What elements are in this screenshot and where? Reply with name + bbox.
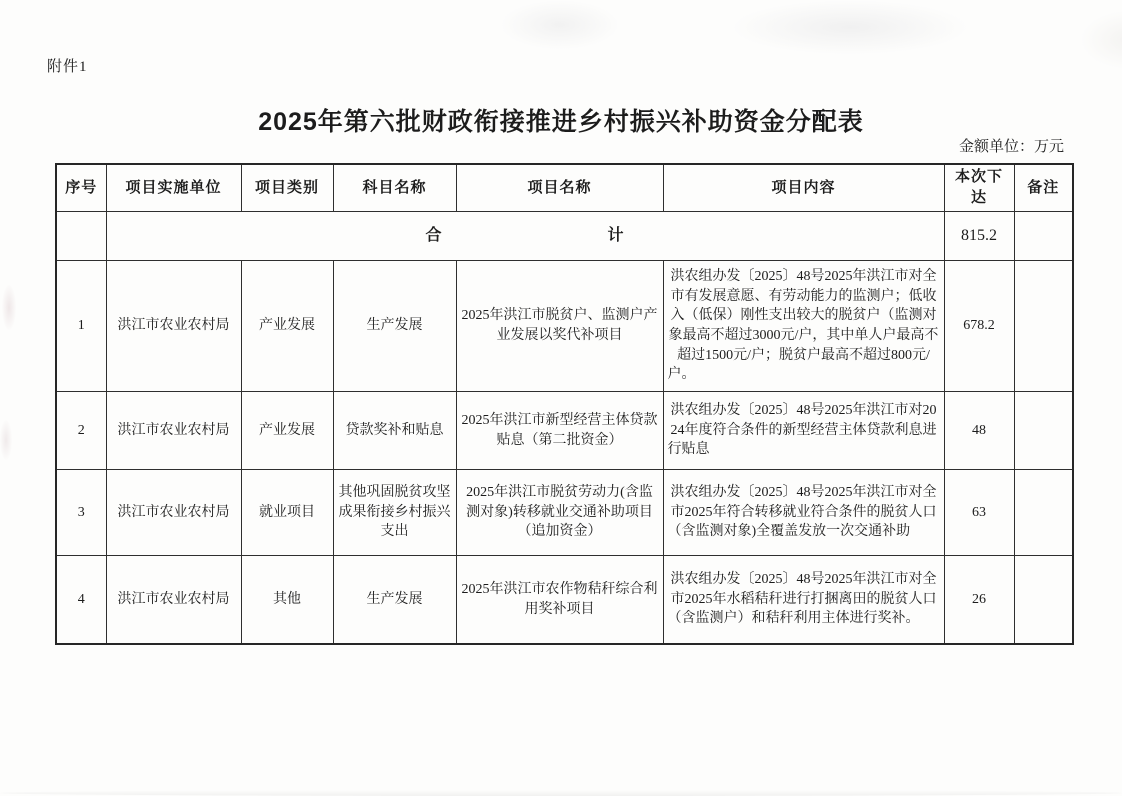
row-remark <box>1014 261 1073 392</box>
row-project-content: 洪农组办发〔2025〕48号2025年洪江市对全市2025年符合转移就业符合条件的脱贫人口（含监测对象)全覆盖发放一次交通补助 <box>663 470 944 556</box>
column-header-project-name: 项目名称 <box>456 164 663 212</box>
fund-allocation-table <box>55 163 1074 645</box>
amount-unit-note: 金额单位：万元 <box>958 139 1064 155</box>
row-project-name: 2025年洪江市农作物秸秆综合利用奖补项目 <box>456 556 663 645</box>
row-unit: 洪江市农业农村局 <box>106 470 241 556</box>
scan-smudge <box>0 420 12 460</box>
total-remark <box>1014 212 1073 261</box>
row-no: 3 <box>56 470 106 556</box>
table-row <box>56 556 1073 645</box>
row-amount: 63 <box>944 470 1014 556</box>
row-category: 产业发展 <box>241 261 333 392</box>
row-category: 其他 <box>241 556 333 645</box>
row-remark <box>1014 392 1073 470</box>
scan-smudge <box>500 0 620 50</box>
total-label <box>111 225 940 247</box>
row-project-content: 洪农组办发〔2025〕48号2025年洪江市对全市有发展意愿、有劳动能力的监测户；低收入（低保）刚性支出较大的脱贫户（监测对象最高不超过3000元/户，其中单人户最高不超过1500元/户；脱贫户最高不超过800元/户。 <box>663 261 944 392</box>
total-row <box>56 212 1073 261</box>
row-unit: 洪江市农业农村局 <box>106 392 241 470</box>
row-no: 1 <box>56 261 106 392</box>
row-project-name: 2025年洪江市脱贫户、监测户产业发展以奖代补项目 <box>456 261 663 392</box>
column-header-unit: 项目实施单位 <box>106 164 241 212</box>
scan-smudge <box>2 285 16 330</box>
scan-smudge <box>730 0 970 55</box>
row-no: 4 <box>56 556 106 645</box>
row-no: 2 <box>56 392 106 470</box>
row-amount: 678.2 <box>944 261 1014 392</box>
row-project-name: 2025年洪江市新型经营主体贷款贴息（第二批资金） <box>456 392 663 470</box>
row-remark <box>1014 556 1073 645</box>
table-row <box>56 261 1073 392</box>
scan-smudge <box>1080 10 1122 70</box>
row-project-name: 2025年洪江市脱贫劳动力(含监测对象)转移就业交通补助项目（追加资金） <box>456 470 663 556</box>
row-project-content: 洪农组办发〔2025〕48号2025年洪江市对全市2025年水稻秸秆进行打捆离田的脱贫人口（含监测户）和秸秆利用主体进行奖补。 <box>663 556 944 645</box>
row-unit: 洪江市农业农村局 <box>106 261 241 392</box>
column-header-category: 项目类别 <box>241 164 333 212</box>
column-header-remark: 备注 <box>1014 164 1073 212</box>
column-header-project-content: 项目内容 <box>663 164 944 212</box>
row-remark <box>1014 470 1073 556</box>
row-subject: 生产发展 <box>333 556 456 645</box>
table-row <box>56 470 1073 556</box>
row-subject: 生产发展 <box>333 261 456 392</box>
table-row <box>56 392 1073 470</box>
scan-edge-shadow <box>0 790 1122 796</box>
row-unit: 洪江市农业农村局 <box>106 556 241 645</box>
row-project-content: 洪农组办发〔2025〕48号2025年洪江市对2024年度符合条件的新型经营主体贷款利息进行贴息 <box>663 392 944 470</box>
total-row-label-cell <box>106 212 944 261</box>
column-header-subject: 科目名称 <box>333 164 456 212</box>
table-header-row <box>56 164 1073 212</box>
row-subject: 其他巩固脱贫攻坚成果衔接乡村振兴支出 <box>333 470 456 556</box>
row-category: 产业发展 <box>241 392 333 470</box>
attachment-label: 附件1 <box>47 59 88 75</box>
document-title: 2025年第六批财政衔接推进乡村振兴补助资金分配表 <box>258 108 864 136</box>
column-header-no: 序号 <box>56 164 106 212</box>
column-header-amount: 本次下达 <box>944 164 1014 212</box>
total-label-left: 合 <box>425 226 443 244</box>
total-amount: 815.2 <box>944 212 1014 261</box>
total-row-no-cell <box>56 212 106 261</box>
total-label-right: 计 <box>607 226 625 244</box>
row-subject: 贷款奖补和贴息 <box>333 392 456 470</box>
row-category: 就业项目 <box>241 470 333 556</box>
row-amount: 48 <box>944 392 1014 470</box>
row-amount: 26 <box>944 556 1014 645</box>
